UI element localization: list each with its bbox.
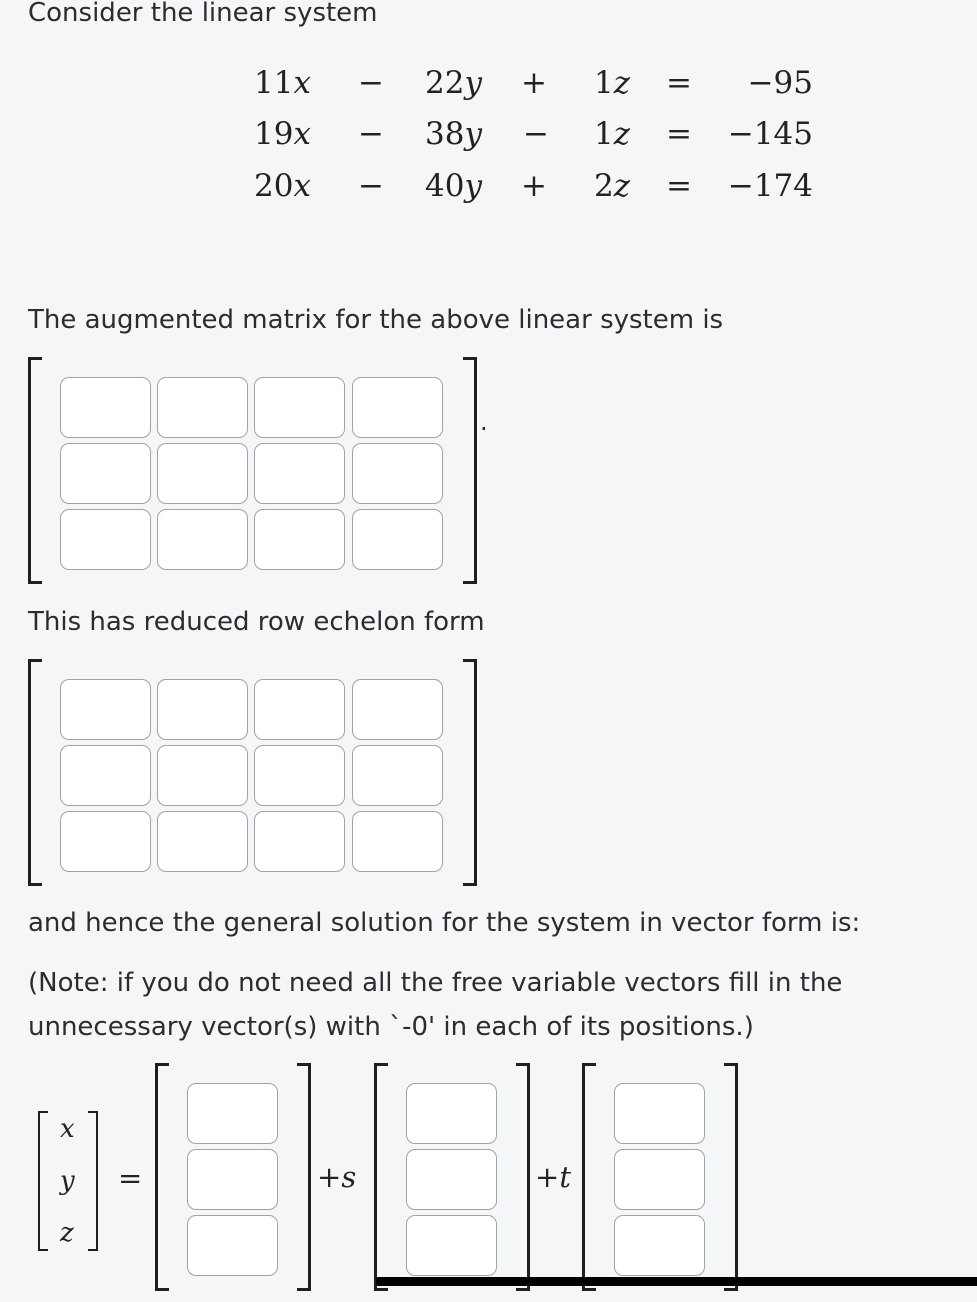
augmented-cell-r2-c3[interactable] bbox=[254, 443, 345, 504]
var-z: z bbox=[60, 1218, 74, 1248]
augmented-cell-r3-c1[interactable] bbox=[60, 509, 151, 570]
intro-text: Consider the linear system bbox=[28, 0, 378, 28]
rref-cell-r2-c1[interactable] bbox=[60, 745, 151, 806]
rref-cell-r1-c3[interactable] bbox=[254, 679, 345, 740]
operator: + bbox=[521, 168, 547, 204]
left-bracket bbox=[28, 357, 42, 584]
equation-row bbox=[0, 168, 977, 211]
param-t: t bbox=[559, 1160, 571, 1194]
rref-cell-r1-c2[interactable] bbox=[157, 679, 248, 740]
period: . bbox=[480, 408, 488, 436]
note-line-1: (Note: if you do not need all the free variable vectors fill in the bbox=[28, 968, 843, 998]
coefficient: 1 bbox=[594, 116, 614, 152]
augmented-cell-r2-c2[interactable] bbox=[157, 443, 248, 504]
right-bracket bbox=[88, 1111, 98, 1251]
rhs-value: −145 bbox=[727, 116, 813, 152]
operator: − bbox=[358, 168, 384, 204]
variable: x bbox=[293, 65, 311, 101]
rref-label: This has reduced row echelon form bbox=[28, 607, 485, 637]
equals-sign: = bbox=[666, 168, 692, 204]
operator: − bbox=[358, 65, 384, 101]
left-bracket bbox=[155, 1063, 169, 1291]
bottom-bar bbox=[376, 1277, 977, 1286]
rref-cell-r3-c3[interactable] bbox=[254, 811, 345, 872]
augmented-cell-r1-c4[interactable] bbox=[352, 377, 443, 438]
particular-cell-2[interactable] bbox=[187, 1149, 278, 1210]
right-bracket bbox=[724, 1063, 738, 1291]
plus-sign: + bbox=[535, 1160, 560, 1194]
augmented-label: The augmented matrix for the above linear system is bbox=[28, 305, 724, 335]
equation-row bbox=[0, 65, 977, 108]
rref-cell-r1-c4[interactable] bbox=[352, 679, 443, 740]
right-bracket bbox=[297, 1063, 311, 1291]
variable: y bbox=[464, 168, 482, 204]
operator: − bbox=[358, 116, 384, 152]
variable: x bbox=[293, 168, 311, 204]
note-line-2: unnecessary vector(s) with `-0' in each of its positions.) bbox=[28, 1012, 754, 1042]
var-y: y bbox=[60, 1166, 75, 1196]
s-vector-cell-3[interactable] bbox=[406, 1215, 497, 1276]
rref-cell-r3-c1[interactable] bbox=[60, 811, 151, 872]
rref-cell-r3-c4[interactable] bbox=[352, 811, 443, 872]
augmented-cell-r1-c1[interactable] bbox=[60, 377, 151, 438]
variable: z bbox=[613, 65, 631, 101]
plus-s bbox=[317, 1160, 357, 1194]
particular-cell-3[interactable] bbox=[187, 1215, 278, 1276]
var-x: x bbox=[60, 1114, 75, 1144]
variable: y bbox=[464, 65, 482, 101]
linear-system bbox=[0, 0, 977, 230]
particular-cell-1[interactable] bbox=[187, 1083, 278, 1144]
plus-sign: + bbox=[317, 1160, 342, 1194]
augmented-cell-r3-c2[interactable] bbox=[157, 509, 248, 570]
param-s: s bbox=[341, 1160, 357, 1194]
augmented-cell-r2-c1[interactable] bbox=[60, 443, 151, 504]
coefficient: 19 bbox=[254, 116, 294, 152]
coefficient: 1 bbox=[594, 65, 614, 101]
operator: − bbox=[523, 116, 549, 152]
t-vector-cell-1[interactable] bbox=[614, 1083, 705, 1144]
variable: y bbox=[464, 116, 482, 152]
rref-cell-r1-c1[interactable] bbox=[60, 679, 151, 740]
rref-cell-r2-c3[interactable] bbox=[254, 745, 345, 806]
left-bracket bbox=[374, 1063, 388, 1291]
operator: + bbox=[521, 65, 547, 101]
rhs-value: −95 bbox=[747, 65, 813, 101]
coefficient: 22 bbox=[425, 65, 465, 101]
plus-t bbox=[535, 1160, 571, 1194]
augmented-cell-r2-c4[interactable] bbox=[352, 443, 443, 504]
equation-row bbox=[0, 116, 977, 159]
rref-cell-r2-c4[interactable] bbox=[352, 745, 443, 806]
coefficient: 40 bbox=[425, 168, 465, 204]
augmented-cell-r1-c3[interactable] bbox=[254, 377, 345, 438]
rhs-value: −174 bbox=[727, 168, 813, 204]
left-bracket bbox=[28, 659, 42, 886]
rref-cell-r3-c2[interactable] bbox=[157, 811, 248, 872]
augmented-cell-r1-c2[interactable] bbox=[157, 377, 248, 438]
equals-sign: = bbox=[666, 116, 692, 152]
variable: z bbox=[613, 116, 631, 152]
coefficient: 38 bbox=[425, 116, 465, 152]
augmented-cell-r3-c3[interactable] bbox=[254, 509, 345, 570]
solution-label: and hence the general solution for the system in vector form is: bbox=[28, 908, 861, 938]
equals-sign: = bbox=[666, 65, 692, 101]
variable: x bbox=[293, 116, 311, 152]
right-bracket bbox=[463, 357, 477, 584]
left-bracket bbox=[582, 1063, 596, 1291]
t-vector-cell-2[interactable] bbox=[614, 1149, 705, 1210]
right-bracket bbox=[463, 659, 477, 886]
s-vector-cell-1[interactable] bbox=[406, 1083, 497, 1144]
equals-sign: = bbox=[118, 1161, 143, 1195]
augmented-cell-r3-c4[interactable] bbox=[352, 509, 443, 570]
coefficient: 20 bbox=[254, 168, 294, 204]
left-bracket bbox=[38, 1111, 48, 1251]
right-bracket bbox=[516, 1063, 530, 1291]
coefficient: 11 bbox=[254, 65, 294, 101]
s-vector-cell-2[interactable] bbox=[406, 1149, 497, 1210]
coefficient: 2 bbox=[594, 168, 614, 204]
rref-cell-r2-c2[interactable] bbox=[157, 745, 248, 806]
t-vector-cell-3[interactable] bbox=[614, 1215, 705, 1276]
variable: z bbox=[613, 168, 631, 204]
